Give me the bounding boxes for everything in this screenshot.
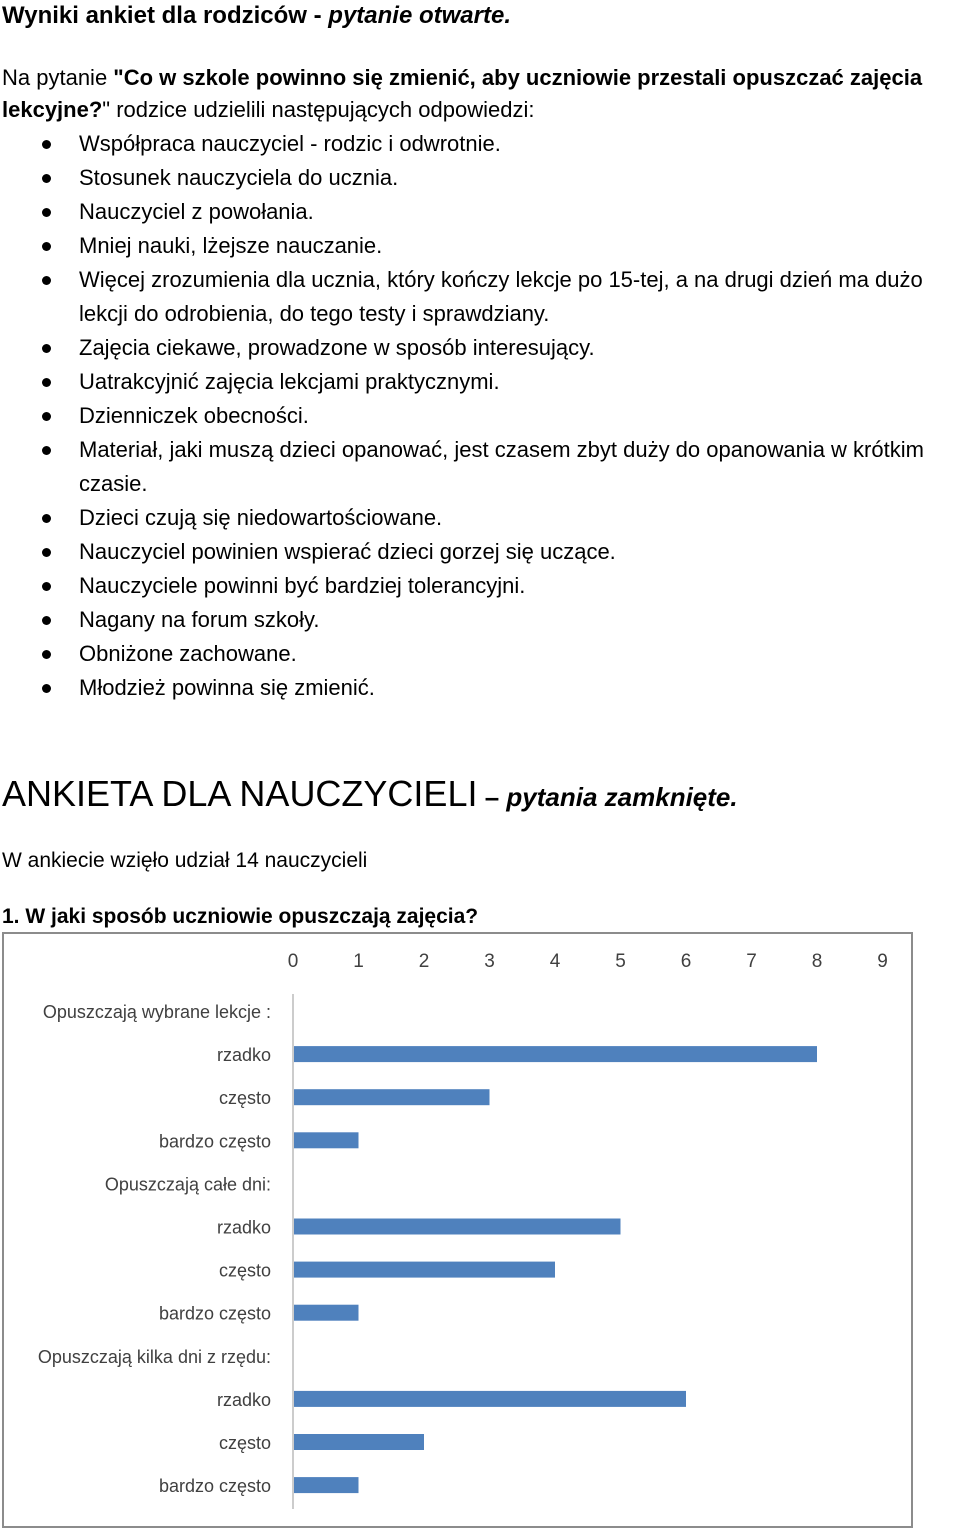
bar-chart (2, 932, 913, 1528)
x-tick-label: 6 (680, 951, 692, 972)
answer-text: Nauczyciel powinien wspierać dzieci gorzej się uczące. (79, 539, 616, 564)
category-group-label: Opuszczają wybrane lekcje : (42, 1002, 271, 1022)
answer-item (0, 671, 955, 705)
answer-item (0, 127, 955, 161)
answer-item (0, 195, 955, 229)
answer-text: Dzieci czują się niedowartościowane. (79, 505, 443, 530)
x-tick-label: 0 (287, 951, 299, 972)
x-tick-label: 8 (811, 951, 823, 972)
bar (294, 1434, 424, 1450)
page-title-italic: pytanie otwarte. (328, 2, 512, 29)
bullet-icon (42, 344, 51, 353)
answer-text: Materiał, jaki muszą dzieci opanować, jest czasem zbyt duży do opanowania w krótkim czasie. (79, 437, 924, 496)
bullet-icon (42, 140, 51, 149)
category-label: bardzo często (158, 1131, 271, 1152)
answer-text: Uatrakcyjnić zajęcia lekcjami praktycznymi. (79, 369, 500, 394)
bullet-icon (42, 684, 51, 693)
answer-text: Nauczyciele powinni być bardziej tolerancyjni. (79, 573, 526, 598)
category-label: często (218, 1088, 271, 1109)
bullet-icon (42, 412, 51, 421)
bullet-icon (42, 446, 51, 455)
answer-text: Dzienniczek obecności. (79, 403, 309, 428)
bar (294, 1262, 555, 1278)
bar (294, 1132, 359, 1148)
answer-text: Nauczyciel z powołania. (79, 199, 314, 224)
category-label: rzadko (216, 1217, 271, 1238)
page-title-main: Wyniki ankiet dla rodziców - (2, 2, 329, 29)
bullet-icon (42, 616, 51, 625)
answer-text: Stosunek nauczyciela do ucznia. (79, 165, 399, 190)
answer-item (0, 501, 955, 535)
answer-item (0, 637, 955, 671)
bullet-icon (42, 208, 51, 217)
bullet-icon (42, 276, 51, 285)
participants-text: W ankiecie wzięło udział 14 nauczycieli (2, 849, 368, 872)
question-1: 1. W jaki sposób uczniowie opuszczają zajęcia? (2, 905, 479, 928)
section-heading (2, 772, 738, 824)
x-tick-label: 3 (484, 951, 495, 972)
bar (294, 1219, 621, 1235)
x-tick-label: 2 (418, 951, 430, 972)
answer-text: Zajęcia ciekawe, prowadzone w sposób interesujący. (79, 335, 595, 360)
category-label: rzadko (216, 1045, 271, 1066)
answer-text: Nagany na forum szkoły. (79, 607, 320, 632)
answer-text: Mniej nauki, lżejsze nauczanie. (79, 233, 383, 258)
bullet-icon (42, 242, 51, 251)
answer-text: Współpraca nauczyciel - rodzic i odwrotnie. (79, 131, 501, 156)
category-group-label: Opuszczają całe dni: (104, 1174, 271, 1195)
bar (294, 1089, 490, 1105)
x-tick-label: 7 (746, 951, 757, 972)
answer-item (0, 229, 955, 263)
bullet-icon (42, 582, 51, 591)
bullet-icon (42, 378, 51, 387)
answer-item (0, 569, 955, 603)
intro-question: "Co w szkole powinno się zmienić, aby uczniowie przestali opuszczać zajęcia lekcyjne? (2, 65, 923, 122)
section-heading-main: ANKIETA DLA NAUCZYCIELI (2, 773, 478, 814)
answer-item (0, 365, 955, 399)
x-tick-label: 9 (877, 951, 888, 972)
answer-item (0, 603, 955, 637)
bar (294, 1305, 359, 1321)
category-label: często (218, 1433, 271, 1453)
page-title (2, 0, 511, 32)
category-label: często (218, 1260, 271, 1281)
bar (294, 1391, 686, 1407)
answer-item (0, 263, 955, 331)
x-tick-label: 5 (615, 951, 626, 972)
x-tick-label: 1 (353, 951, 364, 972)
category-label: bardzo często (158, 1476, 271, 1497)
bullet-icon (42, 174, 51, 183)
answer-text: Obniżone zachowane. (79, 641, 297, 666)
answers-list (0, 127, 955, 705)
bar (294, 1046, 817, 1062)
section-heading-dash: – (477, 782, 507, 812)
answer-item (0, 433, 955, 501)
answer-item (0, 331, 955, 365)
bullet-icon (42, 548, 51, 557)
category-label: bardzo często (158, 1303, 271, 1324)
intro-before: Na pytanie (2, 65, 114, 90)
answer-text: Więcej zrozumienia dla ucznia, który kończy lekcje po 15-tej, a na drugi dzień ma dużo lekcji do odrobienia, do tego testy i sprawdziany. (79, 267, 923, 326)
bar-chart-svg (4, 934, 911, 1526)
category-label: rzadko (216, 1389, 271, 1410)
answer-text: Młodzież powinna się zmienić. (79, 675, 375, 700)
answer-item (0, 161, 955, 195)
bar (294, 1477, 359, 1493)
answer-item (0, 399, 955, 433)
bullet-icon (42, 514, 51, 523)
section-heading-italic: pytania zamknięte. (506, 782, 738, 812)
category-group-label: Opuszczają kilka dni z rzędu: (37, 1346, 271, 1367)
bullet-icon (42, 650, 51, 659)
answer-item (0, 535, 955, 569)
intro-after: " rodzice udzielili następujących odpowiedzi: (102, 97, 535, 122)
intro-paragraph (2, 62, 957, 126)
x-tick-label: 4 (549, 951, 561, 972)
